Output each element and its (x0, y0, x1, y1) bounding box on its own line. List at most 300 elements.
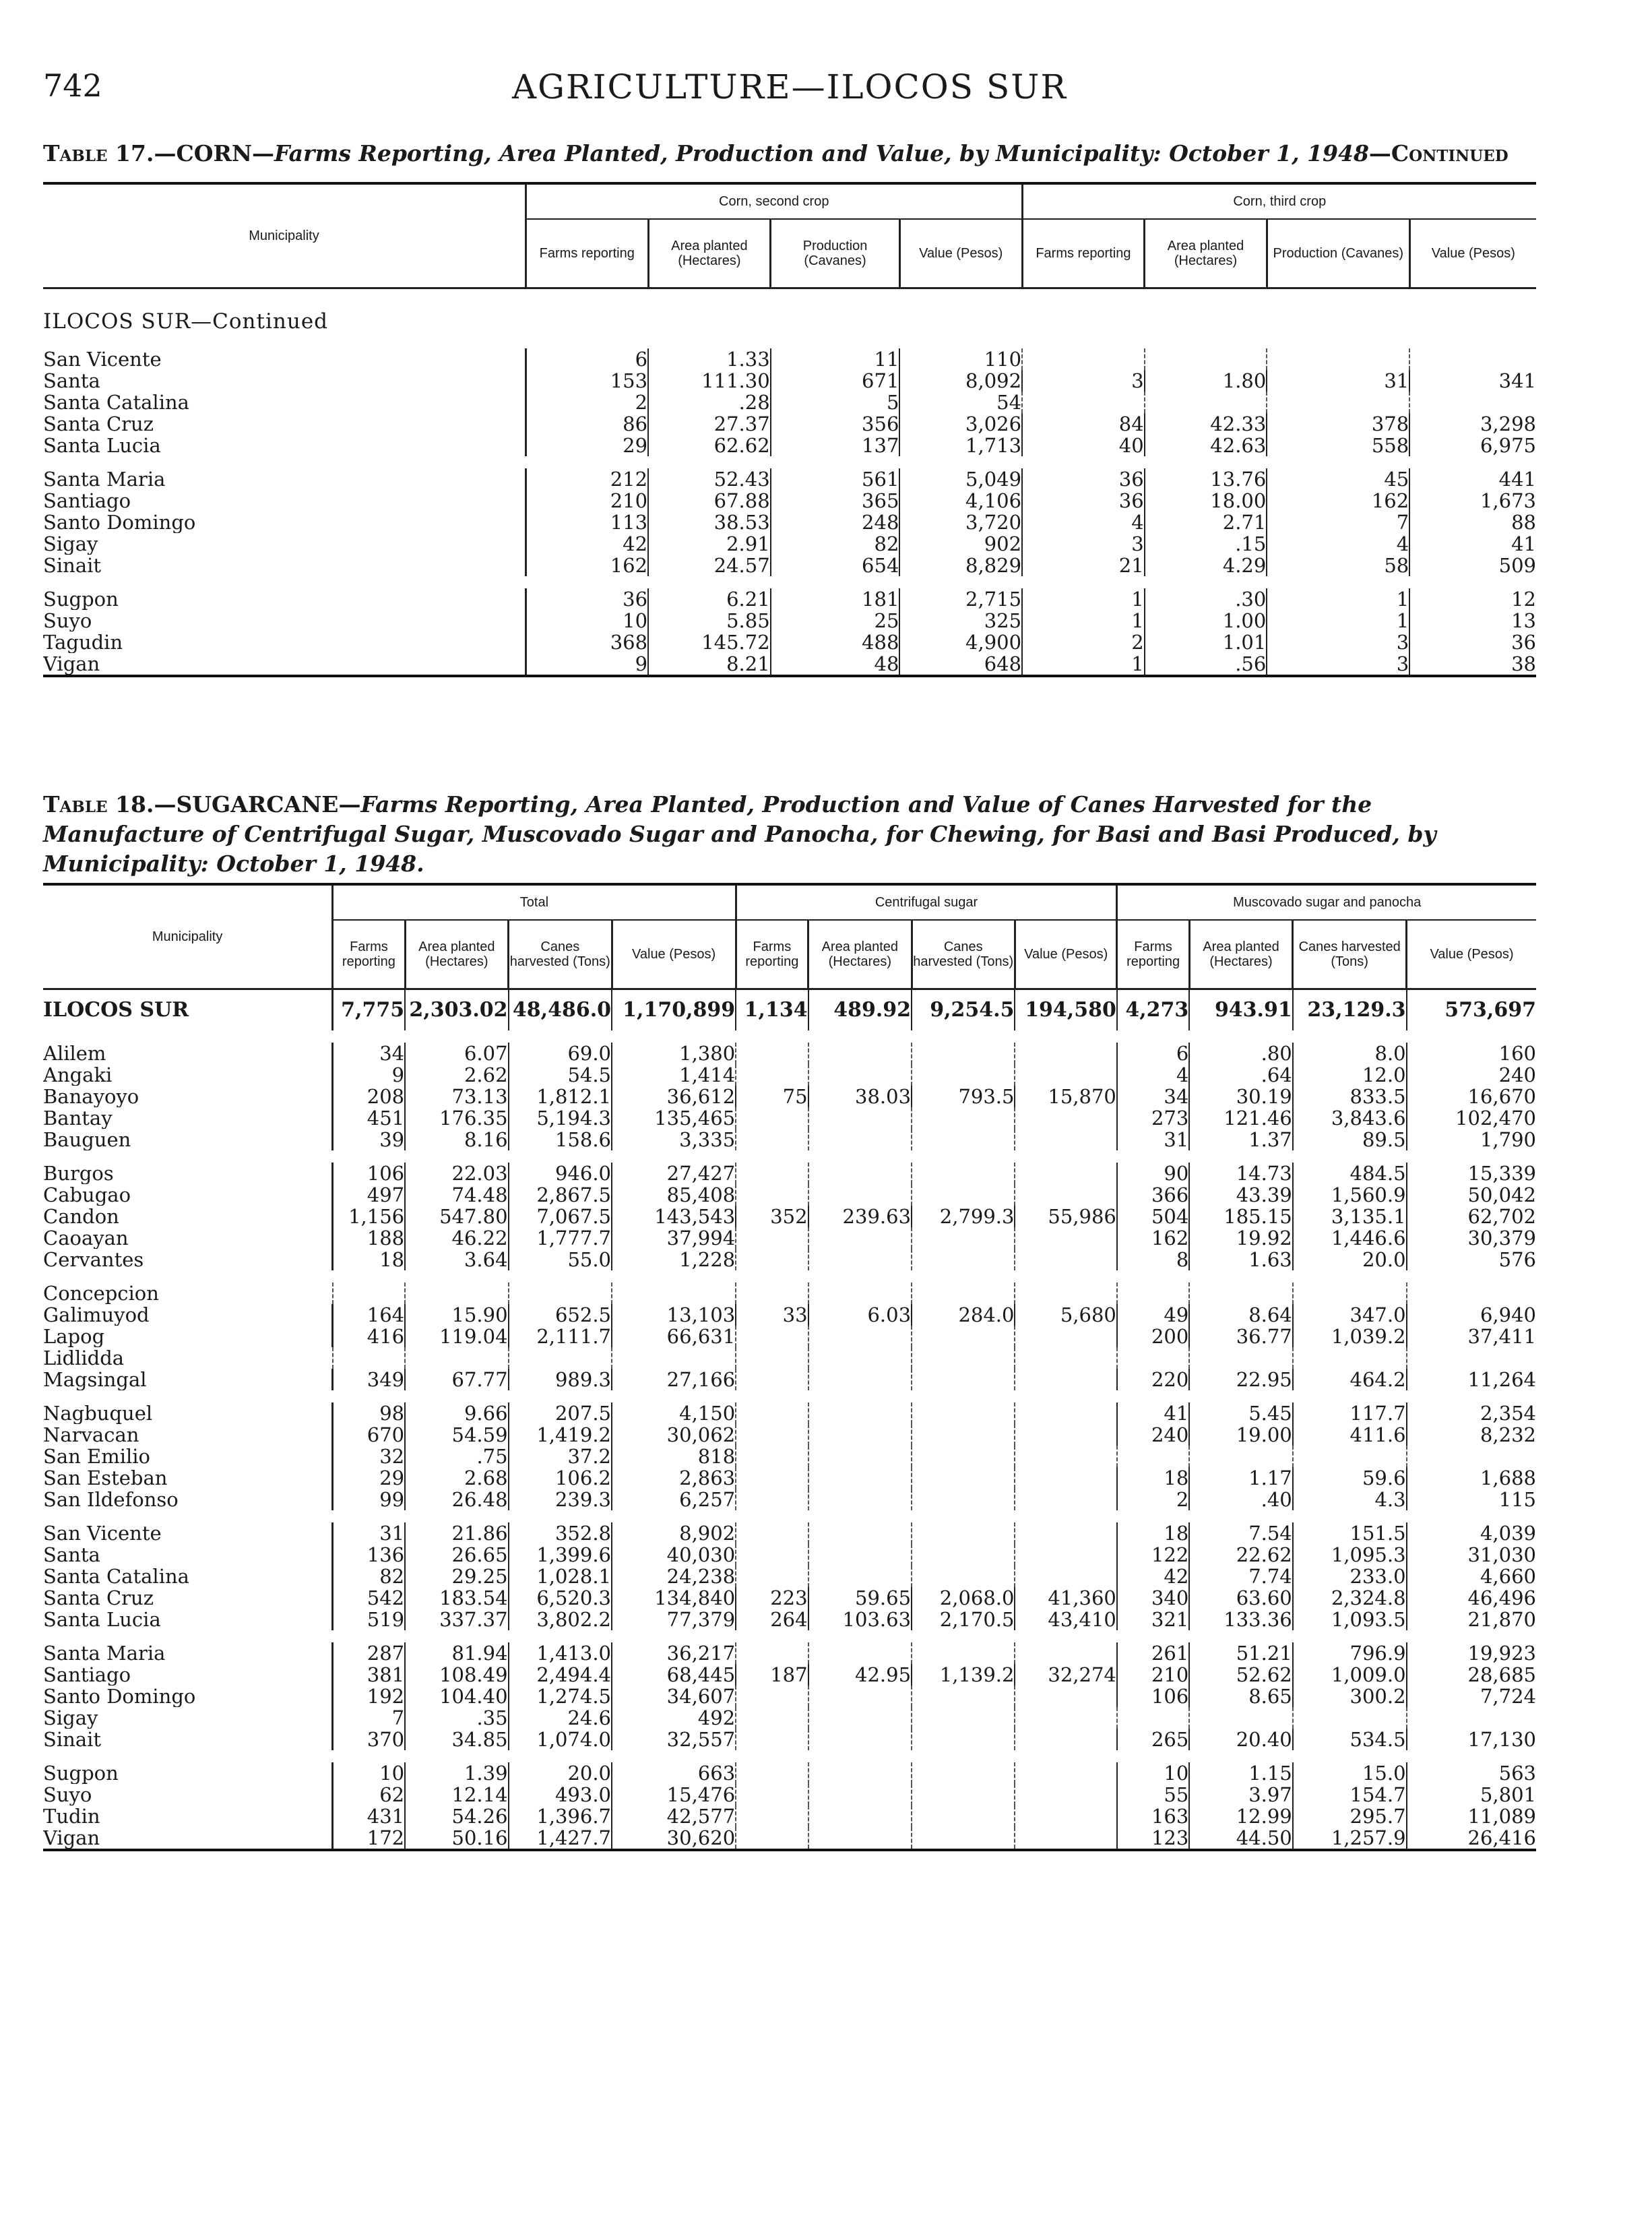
table-cell: 36 (1409, 631, 1536, 653)
table-cell: 162 (1117, 1227, 1189, 1249)
table-cell: 5,194.3 (509, 1107, 612, 1129)
table-cell: 509 (1409, 555, 1536, 576)
table-cell: 15.90 (405, 1304, 508, 1326)
municipality-name: Galimuyod (43, 1304, 150, 1326)
table-cell (736, 1326, 808, 1347)
table-row (43, 1566, 1536, 1587)
table-cell: 8 (1117, 1249, 1189, 1270)
table-cell: 58 (1267, 555, 1409, 576)
table-cell: 41,360 (1015, 1587, 1116, 1609)
table-cell: 31,030 (1407, 1544, 1536, 1566)
spacer-cell (43, 576, 1536, 588)
table-row (43, 1707, 1536, 1729)
table-row (43, 1206, 1536, 1227)
table-row (43, 1249, 1536, 1270)
table-cell: 6.03 (808, 1304, 912, 1326)
table-cell: 1,009.0 (1293, 1664, 1407, 1686)
table-cell: 352.8 (509, 1522, 612, 1544)
table-cell (912, 1566, 1015, 1587)
table-cell: 7 (1267, 512, 1409, 533)
table-row (43, 1522, 1536, 1544)
table-cell (912, 1064, 1015, 1086)
table-cell: 89.5 (1293, 1129, 1407, 1150)
table-cell: 19.92 (1189, 1227, 1292, 1249)
table-cell: 10 (526, 610, 648, 631)
table-cell: 172 (333, 1827, 405, 1850)
table-cell: 54.59 (405, 1424, 508, 1446)
table-cell: 99 (333, 1489, 405, 1510)
table-cell (808, 1326, 912, 1347)
table-cell: 5,680 (1015, 1304, 1116, 1326)
table-cell: 85,408 (612, 1184, 736, 1206)
municipality-name: Santa Lucia (43, 1609, 161, 1630)
municipality-name: Candon (43, 1206, 119, 1227)
table-cell: 6,940 (1407, 1304, 1536, 1326)
table-cell: 943.91 (1189, 989, 1292, 1031)
table-row (43, 1304, 1536, 1326)
table-cell: 4,900 (899, 631, 1022, 653)
table-cell: 176.35 (405, 1107, 508, 1129)
table-cell (1015, 1227, 1116, 1249)
table-cell: 1,560.9 (1293, 1184, 1407, 1206)
table-cell (912, 1184, 1015, 1206)
table18-caption (43, 790, 1536, 879)
table17-col-header: Production (Cavanes) (771, 219, 900, 288)
table-cell (912, 1784, 1015, 1805)
table-cell: 36,217 (612, 1642, 736, 1664)
municipality-name: Santo Domingo (43, 512, 196, 533)
table-cell: 24.6 (509, 1707, 612, 1729)
table-cell: 8.21 (648, 653, 771, 676)
table-cell: 16,670 (1407, 1086, 1536, 1107)
table-cell: 42,577 (612, 1805, 736, 1827)
table-cell (1117, 1446, 1189, 1467)
table-cell: 2 (1117, 1489, 1189, 1510)
table-cell (1189, 1283, 1292, 1304)
table-cell: 6 (1117, 1043, 1189, 1064)
table-cell: 67.88 (648, 490, 771, 512)
page-header (43, 67, 1536, 115)
table-cell: 19.00 (1189, 1424, 1292, 1446)
table-cell: 5.45 (1189, 1402, 1292, 1424)
table-cell: 5.85 (648, 610, 771, 631)
table17-col-header: Farms reporting (1022, 219, 1145, 288)
table-cell: 21,870 (1407, 1609, 1536, 1630)
table-cell: 365 (771, 490, 900, 512)
table-cell: 2 (1022, 631, 1145, 653)
table-row (43, 1369, 1536, 1390)
table-cell (736, 1129, 808, 1150)
table-cell: 98 (333, 1402, 405, 1424)
table-cell: 366 (1117, 1184, 1189, 1206)
table-cell: 18.00 (1145, 490, 1267, 512)
table-cell: 48,486.0 (509, 989, 612, 1031)
table-cell (736, 1805, 808, 1827)
table-cell: 273 (1117, 1107, 1189, 1129)
table-cell: 2.71 (1145, 512, 1267, 533)
municipality-name: San Vicente (43, 348, 162, 370)
municipality-name: Angaki (43, 1064, 113, 1086)
table-cell (1022, 392, 1145, 413)
table-row (43, 1762, 1536, 1784)
table18-col-header: Value (Pesos) (1407, 920, 1536, 989)
table17-col-header: Farms reporting (526, 219, 648, 288)
table-row (43, 1227, 1536, 1249)
table-cell: 347.0 (1293, 1304, 1407, 1326)
table-cell (1407, 1707, 1536, 1729)
table-cell: 38.53 (648, 512, 771, 533)
table-cell: 50.16 (405, 1827, 508, 1850)
table-cell (808, 1566, 912, 1587)
municipality-name: Sinait (43, 555, 102, 576)
table-row (43, 1129, 1536, 1150)
table17-continued-label: ILOCOS SUR—Continued (43, 309, 329, 334)
table-cell: 1,134 (736, 989, 808, 1031)
table-cell (1015, 1642, 1116, 1664)
table18-col-header: Value (Pesos) (1015, 920, 1116, 989)
table-cell: 4,150 (612, 1402, 736, 1424)
table-cell: 10 (333, 1762, 405, 1784)
table-cell: 8.0 (1293, 1043, 1407, 1064)
table-cell: 5,801 (1407, 1784, 1536, 1805)
table-cell: 37.2 (509, 1446, 612, 1467)
table-cell: 1,812.1 (509, 1086, 612, 1107)
table-cell: 33 (736, 1304, 808, 1326)
table-cell: 4 (1267, 533, 1409, 555)
table-cell: .40 (1189, 1489, 1292, 1510)
table-cell: 519 (333, 1609, 405, 1630)
table-cell: 22.62 (1189, 1544, 1292, 1566)
table-cell: 1 (1022, 653, 1145, 676)
table-cell: .64 (1189, 1064, 1292, 1086)
municipality-name: Santa Lucia (43, 435, 161, 456)
table-cell (912, 1227, 1015, 1249)
table-cell (736, 1827, 808, 1850)
table-cell: 8,902 (612, 1522, 736, 1544)
table-cell: 3,026 (899, 413, 1022, 435)
table-cell: 30,379 (1407, 1227, 1536, 1249)
table-cell (1015, 1347, 1116, 1369)
table-cell: 1,095.3 (1293, 1544, 1407, 1566)
spacer-cell (43, 1750, 1536, 1762)
table-cell: 1.39 (405, 1762, 508, 1784)
table-cell (1189, 1446, 1292, 1467)
table-cell (736, 1566, 808, 1587)
table-cell (736, 1686, 808, 1707)
table-cell: 670 (333, 1424, 405, 1446)
table-cell: 356 (771, 413, 900, 435)
table-cell (912, 1467, 1015, 1489)
table-cell (1015, 1489, 1116, 1510)
table-cell: 162 (1267, 490, 1409, 512)
table-cell: 212 (526, 468, 648, 490)
table-cell: 207.5 (509, 1402, 612, 1424)
table-cell: 32 (333, 1446, 405, 1467)
table-cell: 21.86 (405, 1522, 508, 1544)
table-cell (736, 1227, 808, 1249)
table-cell: 1.17 (1189, 1467, 1292, 1489)
table-cell (1293, 1283, 1407, 1304)
table-cell (405, 1347, 508, 1369)
row-group-spacer (43, 456, 1536, 468)
table-cell: 240 (1117, 1424, 1189, 1446)
table-cell (808, 1283, 912, 1304)
table-row (43, 1544, 1536, 1566)
table-cell (736, 1784, 808, 1805)
table-cell: 3 (1267, 653, 1409, 676)
table-cell: 1,093.5 (1293, 1609, 1407, 1630)
table-cell (736, 1283, 808, 1304)
table-cell: 187 (736, 1664, 808, 1686)
municipality-name: Bantay (43, 1107, 113, 1129)
table-cell: 90 (1117, 1163, 1189, 1184)
table-cell (1409, 392, 1536, 413)
table-cell: 10 (1117, 1762, 1189, 1784)
table17-col-header: Area planted (Hectares) (648, 219, 771, 288)
table-row (43, 588, 1536, 610)
table-cell: 2.68 (405, 1467, 508, 1489)
table-cell: 17,130 (1407, 1729, 1536, 1750)
table-cell: 119.04 (405, 1326, 508, 1347)
table-cell: 162 (526, 555, 648, 576)
table-cell: .56 (1145, 653, 1267, 676)
table-cell: 145.72 (648, 631, 771, 653)
table-cell: 36 (526, 588, 648, 610)
table-cell: 68,445 (612, 1664, 736, 1686)
table18-col-header: Farms reporting (1117, 920, 1189, 989)
table-cell: 25 (771, 610, 900, 631)
municipality-name: ILOCOS SUR (43, 998, 189, 1022)
municipality-name: Tudin (43, 1805, 100, 1827)
table-row (43, 1664, 1536, 1686)
table-cell (1015, 1707, 1116, 1729)
table-cell: 233.0 (1293, 1566, 1407, 1587)
table-cell: 2,111.7 (509, 1326, 612, 1347)
table-cell (736, 1064, 808, 1086)
table-cell: 44.50 (1189, 1827, 1292, 1850)
table18-col-header: Canes harvested (Tons) (912, 920, 1015, 989)
table-cell: 42 (526, 533, 648, 555)
table18-col-header: Farms reporting (736, 920, 808, 989)
table-cell (1015, 1424, 1116, 1446)
table-cell: .75 (405, 1446, 508, 1467)
table-cell: .15 (1145, 533, 1267, 555)
table-cell (912, 1707, 1015, 1729)
table17-group-second-crop: Corn, second crop (526, 183, 1022, 219)
table-cell (1015, 1805, 1116, 1827)
table-cell: 3,298 (1409, 413, 1536, 435)
table-cell: 66,631 (612, 1326, 736, 1347)
bottom-rule-cell (43, 676, 1536, 679)
table-cell: 14.73 (1189, 1163, 1292, 1184)
table-cell: 135,465 (612, 1107, 736, 1129)
table-cell (912, 1729, 1015, 1750)
table-cell: 28,685 (1407, 1664, 1536, 1686)
table-cell: 40 (1022, 435, 1145, 456)
table-cell: 300.2 (1293, 1686, 1407, 1707)
table-cell: 181 (771, 588, 900, 610)
table-cell: 6,520.3 (509, 1587, 612, 1609)
row-group-spacer (43, 576, 1536, 588)
table-cell: 42.95 (808, 1664, 912, 1686)
table-row (43, 348, 1536, 370)
table-cell: 325 (899, 610, 1022, 631)
table-row (43, 1402, 1536, 1424)
table-cell: 24,238 (612, 1566, 736, 1587)
table-cell (808, 1043, 912, 1064)
table-cell: 4,106 (899, 490, 1022, 512)
table-cell: 378 (1267, 413, 1409, 435)
table-cell: 1,399.6 (509, 1544, 612, 1566)
table-cell (1015, 1064, 1116, 1086)
table-cell: 1,170,899 (612, 989, 736, 1031)
table-cell: 12 (1409, 588, 1536, 610)
table-cell: 36 (1022, 468, 1145, 490)
municipality-name: Magsingal (43, 1369, 147, 1390)
table-cell: 534.5 (1293, 1729, 1407, 1750)
table-cell (1022, 348, 1145, 370)
table-cell: 4 (1117, 1064, 1189, 1086)
table-cell: 18 (1117, 1522, 1189, 1544)
table-cell (736, 1522, 808, 1544)
table-cell (1015, 1326, 1116, 1347)
table-cell: 1.01 (1145, 631, 1267, 653)
table-row (43, 1107, 1536, 1129)
row-group-spacer (43, 1030, 1536, 1043)
table-cell (1267, 348, 1409, 370)
table-cell: 40,030 (612, 1544, 736, 1566)
table-cell: 1,427.7 (509, 1827, 612, 1850)
table-cell: 223 (736, 1587, 808, 1609)
table-cell: 34 (1117, 1086, 1189, 1107)
table-cell: 1,396.7 (509, 1805, 612, 1827)
table-cell (1407, 1446, 1536, 1467)
table-row (43, 1609, 1536, 1630)
table-cell: 134,840 (612, 1587, 736, 1609)
table-cell: 151.5 (1293, 1522, 1407, 1544)
table-cell: 46,496 (1407, 1587, 1536, 1609)
table18-col-header: Area planted (Hectares) (1189, 920, 1292, 989)
table-cell: 239.3 (509, 1489, 612, 1510)
table-cell: 42.63 (1145, 435, 1267, 456)
table-cell: 11 (771, 348, 900, 370)
table-cell: 464.2 (1293, 1369, 1407, 1390)
table-cell: 62 (333, 1784, 405, 1805)
table-cell: 6 (526, 348, 648, 370)
table-cell: 3 (1022, 370, 1145, 392)
table-cell: 51.21 (1189, 1642, 1292, 1664)
table-cell (736, 1402, 808, 1424)
table-cell (612, 1283, 736, 1304)
table-cell: 27,166 (612, 1369, 736, 1390)
table-cell (1189, 1707, 1292, 1729)
table-cell: 341 (1409, 370, 1536, 392)
table-cell: 31 (1267, 370, 1409, 392)
row-group-spacer (43, 336, 1536, 348)
table-cell (1407, 1347, 1536, 1369)
table-cell: 1,446.6 (1293, 1227, 1407, 1249)
table-cell: 2,303.02 (405, 989, 508, 1031)
table-cell (912, 1129, 1015, 1150)
table-cell: 39 (333, 1129, 405, 1150)
table-cell: 29 (333, 1467, 405, 1489)
table-cell: 2,863 (612, 1467, 736, 1489)
table-cell: 15,339 (1407, 1163, 1536, 1184)
table-cell (736, 1347, 808, 1369)
table-cell: 248 (771, 512, 900, 533)
table17-col-header: Value (Pesos) (1409, 219, 1536, 288)
table-cell: 6,257 (612, 1489, 736, 1510)
table-cell: 12.99 (1189, 1805, 1292, 1827)
table-cell (1189, 1347, 1292, 1369)
table-cell: 652.5 (509, 1304, 612, 1326)
table-cell (405, 1283, 508, 1304)
table-cell: 7,724 (1407, 1686, 1536, 1707)
table-cell (1015, 1369, 1116, 1390)
table-cell: 1,028.1 (509, 1566, 612, 1587)
table-cell (912, 1424, 1015, 1446)
table-cell: 154.7 (1293, 1784, 1407, 1805)
table-cell: 86 (526, 413, 648, 435)
table-cell (1015, 1163, 1116, 1184)
table-cell (912, 1043, 1015, 1064)
table-cell: 208 (333, 1086, 405, 1107)
table-cell: 34,607 (612, 1686, 736, 1707)
table-cell: 88 (1409, 512, 1536, 533)
table-cell: 4.3 (1293, 1489, 1407, 1510)
table-cell (912, 1762, 1015, 1784)
table-row (43, 512, 1536, 533)
table-cell (1117, 1283, 1189, 1304)
table-cell: 3,843.6 (1293, 1107, 1407, 1129)
table-cell (736, 1762, 808, 1784)
row-group-spacer (43, 1390, 1536, 1402)
table-cell (808, 1544, 912, 1566)
table-cell (736, 1369, 808, 1390)
spacer-cell (43, 1630, 1536, 1642)
table-cell (808, 1064, 912, 1086)
table-cell (808, 1467, 912, 1489)
table-cell: 1 (1022, 610, 1145, 631)
row-group-spacer (43, 1750, 1536, 1762)
table-cell: 493.0 (509, 1784, 612, 1805)
table-cell: 563 (1407, 1762, 1536, 1784)
table-cell: 484.5 (1293, 1163, 1407, 1184)
table-cell (808, 1805, 912, 1827)
table-cell: 11,264 (1407, 1369, 1536, 1390)
table-cell: 106 (1117, 1686, 1189, 1707)
table-cell: 265 (1117, 1729, 1189, 1750)
table-cell: 2,170.5 (912, 1609, 1015, 1630)
table-cell: 12.0 (1293, 1064, 1407, 1086)
table-cell: 1,688 (1407, 1467, 1536, 1489)
table-cell: 4,273 (1117, 989, 1189, 1031)
municipality-name: Concepcion (43, 1283, 159, 1304)
page-number: 742 (43, 67, 102, 104)
table-cell: 13.76 (1145, 468, 1267, 490)
table-cell: 41 (1409, 533, 1536, 555)
table-cell: 2.91 (648, 533, 771, 555)
municipality-name: Lapog (43, 1326, 105, 1347)
table-cell: 2,354 (1407, 1402, 1536, 1424)
table-cell: 504 (1117, 1206, 1189, 1227)
table-cell (1267, 392, 1409, 413)
table-cell: 29 (526, 435, 648, 456)
table-cell (736, 1184, 808, 1206)
table-cell (736, 1424, 808, 1446)
table-row (43, 1446, 1536, 1467)
table-cell (1015, 1566, 1116, 1587)
